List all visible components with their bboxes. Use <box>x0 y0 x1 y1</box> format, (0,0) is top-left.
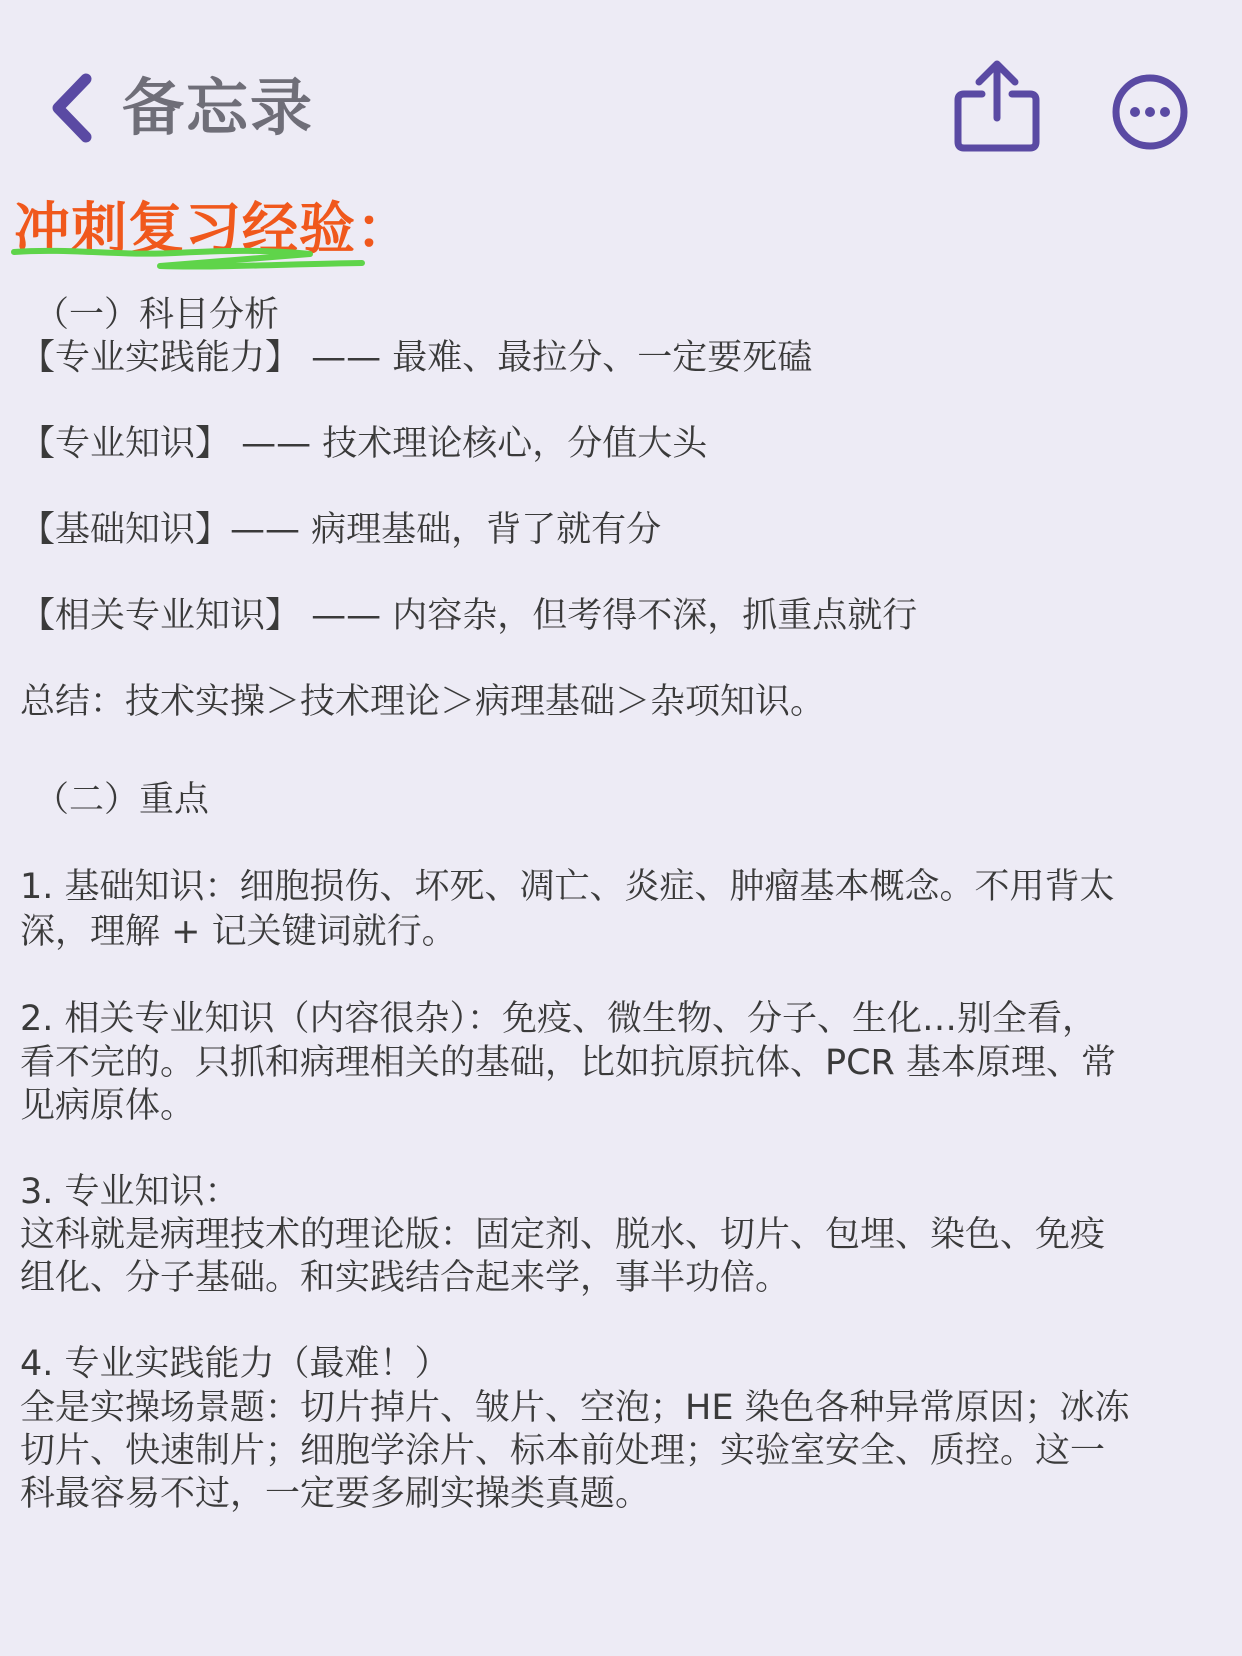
note-line: 深，理解 + 记关键词就行。 <box>20 912 457 952</box>
title-underline <box>10 244 380 284</box>
note-line: 切片、快速制片；细胞学涂片、标本前处理；实验室安全、质控。这一 <box>20 1431 1106 1471</box>
note-line: 看不完的。只抓和病理相关的基础，比如抗原抗体、PCR 基本原理、常 <box>20 1043 1116 1083</box>
note-line: 科最容易不过，一定要多刷实操类真题。 <box>20 1474 651 1514</box>
note-line: 【基础知识】—— 病理基础，背了就有分 <box>20 510 662 550</box>
note-title-block <box>14 192 413 282</box>
note-line: 4. 专业实践能力（最难！） <box>20 1344 450 1384</box>
chevron-left-icon <box>48 73 94 143</box>
note-summary: 总结：技术实操＞技术理论＞病理基础＞杂项知识。 <box>20 682 826 722</box>
note-line: 【专业知识】 —— 技术理论核心，分值大头 <box>20 424 708 464</box>
section-heading-subject-analysis: （一）科目分析 <box>34 295 280 335</box>
note-line: 这科就是病理技术的理论版：固定剂、脱水、切片、包埋、染色、免疫 <box>20 1215 1106 1255</box>
navigation-bar <box>0 0 1242 190</box>
note-line: 全是实操场景题：切片掉片、皱片、空泡；HE 染色各种异常原因；冰冻 <box>20 1388 1130 1428</box>
back-button[interactable] <box>48 68 314 148</box>
share-icon <box>952 58 1042 154</box>
more-button[interactable] <box>1111 73 1189 151</box>
note-line: 1. 基础知识：细胞损伤、坏死、凋亡、炎症、肿瘤基本概念。不用背太 <box>20 867 1115 907</box>
note-line: 2. 相关专业知识（内容很杂）：免疫、微生物、分子、生化…别全看， <box>20 999 1098 1039</box>
note-line: 【相关专业知识】 —— 内容杂，但考得不深，抓重点就行 <box>20 596 918 636</box>
note-line: 见病原体。 <box>20 1086 196 1126</box>
note-line: 3. 专业知识： <box>20 1172 240 1212</box>
share-button[interactable] <box>952 58 1042 154</box>
note-title[interactable]: 冲刺复习经验： <box>14 197 413 262</box>
more-icon <box>1111 73 1189 151</box>
back-label: 备忘录 <box>122 71 315 144</box>
section-heading-key-points: （二）重点 <box>34 780 210 820</box>
note-line: 【专业实践能力】 —— 最难、最拉分、一定要死磕 <box>20 338 813 378</box>
note-line: 组化、分子基础。和实践结合起来学，事半功倍。 <box>20 1258 791 1298</box>
